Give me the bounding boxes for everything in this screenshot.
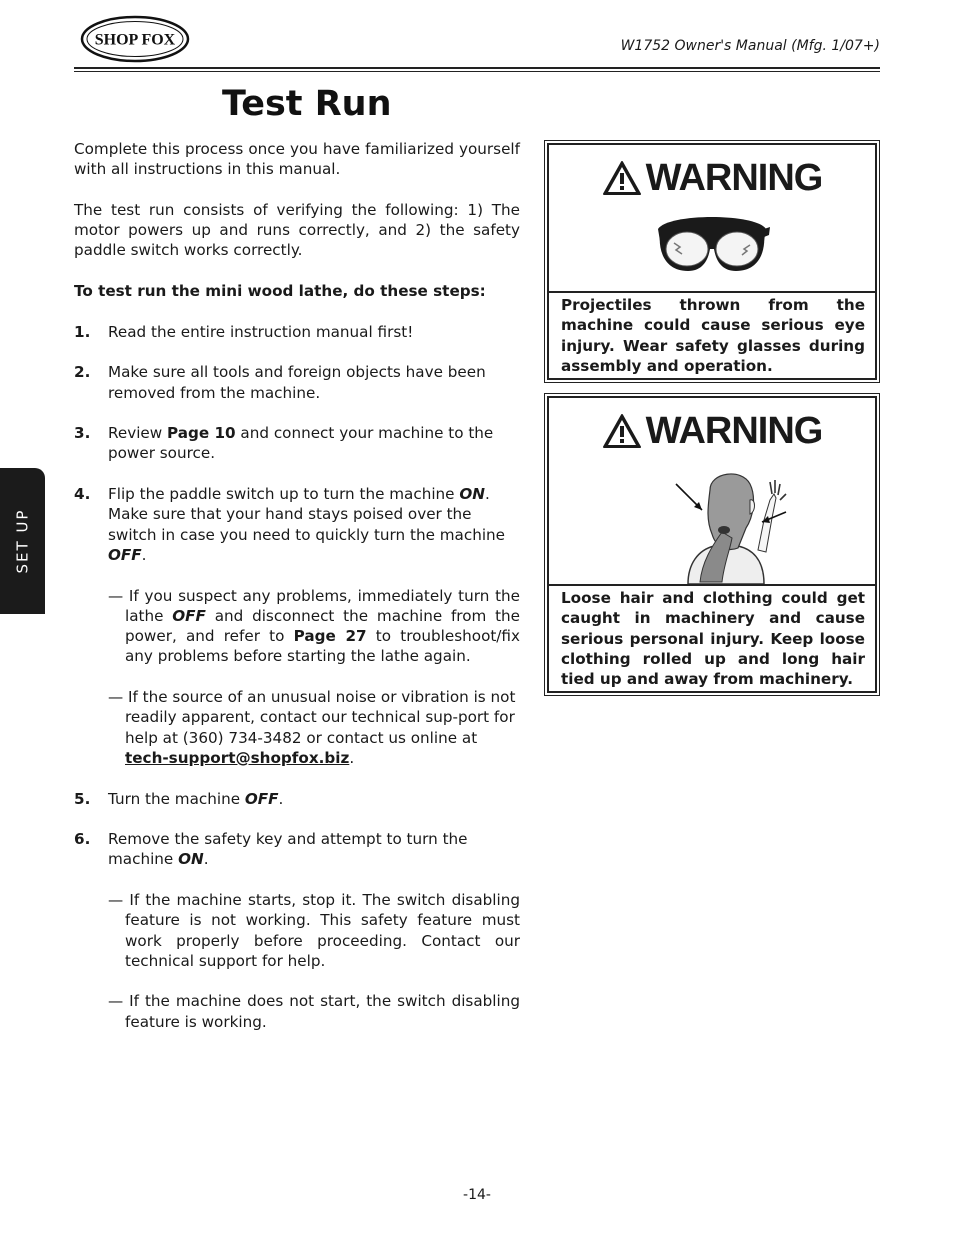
- step-number: 1.: [74, 322, 91, 341]
- step-1: [74, 322, 520, 342]
- step-number: 3.: [74, 424, 91, 443]
- warning-triangle-icon: [602, 160, 642, 196]
- warning-triangle-icon: [602, 413, 642, 449]
- page-title: Test Run: [222, 84, 392, 124]
- step-2: [74, 362, 520, 403]
- steps-lead: To test run the mini wood lathe, do these steps:: [74, 282, 486, 301]
- step-number: 6.: [74, 830, 91, 849]
- step-5: [74, 789, 520, 809]
- off-state: OFF: [244, 789, 279, 808]
- step-4: [74, 484, 520, 565]
- warning-hair-clothing: [544, 393, 880, 696]
- step-6-note-starts: — If the machine starts, stop it. The switch disabling feature is not working. This safety feature must work properly before proceeding. Contact our technical support for help.: [108, 890, 520, 970]
- safety-glasses-image: [549, 207, 875, 291]
- on-state: ON: [459, 485, 485, 504]
- step-number: 4.: [74, 485, 91, 504]
- warning-text: Projectiles thrown from the machine could cause serious eye injury. Wear safety glasses during assembly and operation.: [549, 291, 875, 378]
- warning-heading: WARNING: [549, 398, 875, 460]
- step-number: 2.: [74, 363, 91, 382]
- step-6: [74, 829, 520, 870]
- instructions-column: [74, 139, 520, 1052]
- manual-title: W1752 Owner's Manual (Mfg. 1/07+): [620, 38, 880, 54]
- loose-hair-image: [549, 460, 875, 584]
- intro-paragraph: Complete this process once you have familiarized yourself with all instructions in this manual.: [74, 140, 520, 179]
- section-tab-label: SET UP: [13, 508, 32, 574]
- header-rule: [74, 67, 880, 69]
- header-rule-thin: [74, 71, 880, 72]
- step-text: Make sure all tools and foreign objects have been removed from the machine.: [108, 363, 486, 402]
- warning-eye-protection: [544, 140, 880, 383]
- page-number: -14-: [463, 1187, 491, 1203]
- step-4-note-support: — If the source of an unusual noise or vibration is not readily apparent, contact our technical sup-port for help at (360) 734-3482 or contact us online at tech-support@shopfox.biz.: [108, 688, 516, 767]
- step-6-note-not-starts: — If the machine does not start, the switch disabling feature is working.: [108, 992, 520, 1031]
- page-reference: Page 10: [167, 424, 236, 443]
- warning-heading: WARNING: [549, 145, 875, 207]
- off-state: OFF: [108, 545, 142, 564]
- step-text: Review Page 10 and connect your machine to the power source.: [108, 424, 494, 463]
- page-reference: Page 27: [293, 627, 367, 646]
- step-3: [74, 423, 520, 464]
- on-state: ON: [178, 850, 204, 869]
- step-text: Remove the safety key and attempt to turn the machine ON.: [108, 830, 468, 869]
- warning-text: Loose hair and clothing could get caught in machinery and cause serious personal injury. Keep loose clothing rolled up and long hair tied up and away from machinery.: [549, 584, 875, 691]
- support-email-link[interactable]: tech-support@shopfox.biz: [125, 748, 350, 767]
- section-tab: [0, 468, 45, 614]
- off-state: OFF: [172, 606, 206, 625]
- shop-fox-logo: [80, 14, 190, 64]
- svg-text:SHOP FOX: SHOP FOX: [94, 31, 176, 49]
- step-text: Turn the machine OFF.: [108, 789, 284, 808]
- step-text: Flip the paddle switch up to turn the machine ON. Make sure that your hand stays poised over the switch in case you need to quickly turn the machine OFF.: [108, 485, 506, 564]
- loose-hair-person-icon: [632, 460, 792, 584]
- safety-glasses-icon: [652, 207, 772, 283]
- step-number: 5.: [74, 789, 91, 808]
- step-4-note-problems: — If you suspect any problems, immediately turn the lathe OFF and disconnect the machine from the power, and refer to Page 27 to troubleshoot/fix any problems before starting the lathe again.: [108, 586, 521, 666]
- step-text: Read the entire instruction manual first!: [108, 322, 414, 341]
- intro-paragraph: The test run consists of verifying the following: 1) The motor powers up and runs correctly, and 2) the safety paddle switch works correctly.: [74, 200, 520, 260]
